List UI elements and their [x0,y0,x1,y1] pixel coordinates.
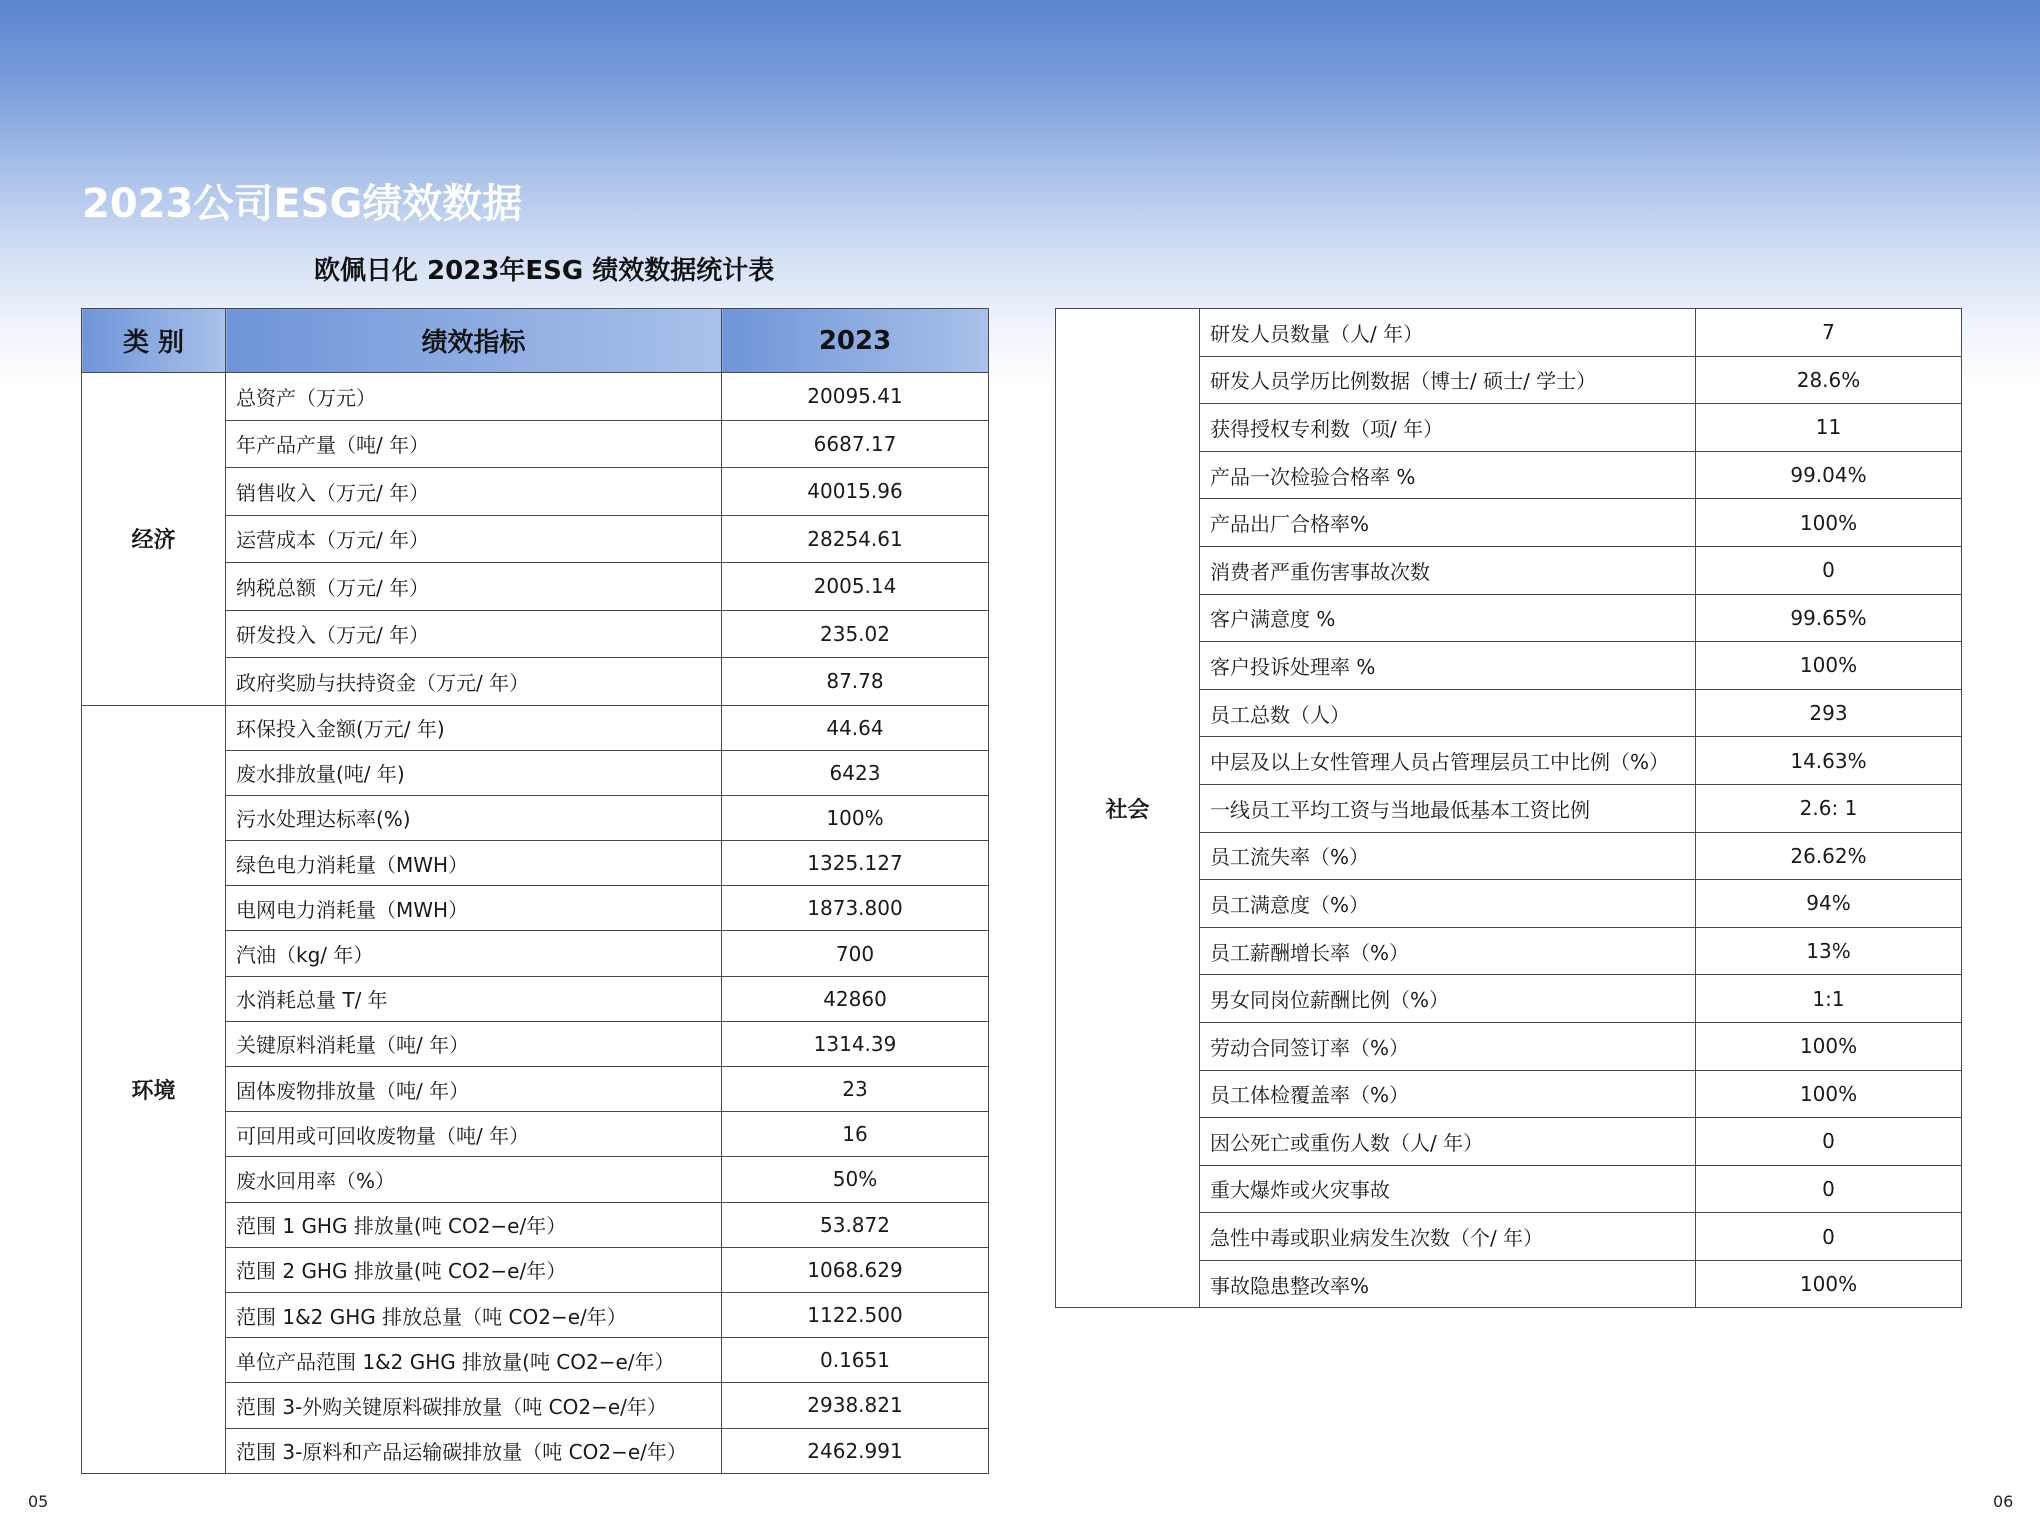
indicator-cell: 范围 3-外购关键原料碳排放量（吨 CO2−e/年） [226,1383,722,1428]
indicator-cell: 总资产（万元） [226,373,722,421]
value-cell: 2938.821 [722,1383,989,1428]
value-cell: 0 [1696,1213,1962,1261]
value-cell: 42860 [722,976,989,1021]
indicator-cell: 消费者严重伤害事故次数 [1200,546,1696,594]
indicator-cell: 范围 3-原料和产品运输碳排放量（吨 CO2−e/年） [226,1428,722,1473]
value-cell: 40015.96 [722,468,989,516]
indicator-cell: 废水排放量(吨/ 年) [226,750,722,795]
value-cell: 87.78 [722,658,989,706]
value-cell: 1122.500 [722,1292,989,1337]
indicator-cell: 绿色电力消耗量（MWH） [226,841,722,886]
indicator-cell: 固体废物排放量（吨/ 年） [226,1067,722,1112]
indicator-cell: 范围 2 GHG 排放量(吨 CO2−e/年） [226,1247,722,1292]
value-cell: 293 [1696,689,1962,737]
value-cell: 2005.14 [722,563,989,611]
value-cell: 0 [1696,546,1962,594]
value-cell: 6423 [722,750,989,795]
indicator-cell: 劳动合同签订率（%） [1200,1022,1696,1070]
value-cell: 0 [1696,1165,1962,1213]
indicator-cell: 废水回用率（%） [226,1157,722,1202]
table-row [82,705,989,750]
indicator-cell: 运营成本（万元/ 年） [226,515,722,563]
category-cell-environment: 环境 [82,705,226,1473]
header-indicator: 绩效指标 [226,309,722,373]
page-number-left: 05 [28,1492,49,1511]
indicator-cell: 一线员工平均工资与当地最低基本工资比例 [1200,784,1696,832]
indicator-cell: 研发投入（万元/ 年） [226,610,722,658]
indicator-cell: 员工体检覆盖率（%） [1200,1070,1696,1118]
value-cell: 0 [1696,1118,1962,1166]
indicator-cell: 中层及以上女性管理人员占管理层员工中比例（%） [1200,737,1696,785]
indicator-cell: 单位产品范围 1&2 GHG 排放量(吨 CO2−e/年） [226,1338,722,1383]
table-row [1056,309,1962,357]
value-cell: 7 [1696,309,1962,357]
value-cell: 100% [1696,1260,1962,1308]
indicator-cell: 销售收入（万元/ 年） [226,468,722,516]
value-cell: 100% [1696,499,1962,547]
value-cell: 100% [1696,1070,1962,1118]
indicator-cell: 因公死亡或重伤人数（人/ 年） [1200,1118,1696,1166]
value-cell: 6687.17 [722,420,989,468]
header-year: 2023 [722,309,989,373]
indicator-cell: 男女同岗位薪酬比例（%） [1200,975,1696,1023]
value-cell: 0.1651 [722,1338,989,1383]
value-cell: 28.6% [1696,356,1962,404]
indicator-cell: 汽油（kg/ 年） [226,931,722,976]
value-cell: 1873.800 [722,886,989,931]
indicator-cell: 员工总数（人） [1200,689,1696,737]
value-cell: 99.65% [1696,594,1962,642]
right-table-body [1056,309,1962,1308]
value-cell: 26.62% [1696,832,1962,880]
value-cell: 1:1 [1696,975,1962,1023]
value-cell: 16 [722,1112,989,1157]
value-cell: 99.04% [1696,451,1962,499]
indicator-cell: 关键原料消耗量（吨/ 年） [226,1021,722,1066]
indicator-cell: 政府奖励与扶持资金（万元/ 年） [226,658,722,706]
indicator-cell: 员工流失率（%） [1200,832,1696,880]
category-cell-social: 社会 [1056,309,1200,1308]
value-cell: 13% [1696,927,1962,975]
category-cell-economy: 经济 [82,373,226,706]
value-cell: 14.63% [1696,737,1962,785]
indicator-cell: 客户投诉处理率 % [1200,642,1696,690]
value-cell: 700 [722,931,989,976]
value-cell: 94% [1696,880,1962,928]
value-cell: 100% [722,795,989,840]
indicator-cell: 污水处理达标率(%) [226,795,722,840]
left-table-body [82,373,989,1474]
indicator-cell: 范围 1 GHG 排放量(吨 CO2−e/年） [226,1202,722,1247]
value-cell: 28254.61 [722,515,989,563]
indicator-cell: 产品出厂合格率% [1200,499,1696,547]
indicator-cell: 事故隐患整改率% [1200,1260,1696,1308]
value-cell: 53.872 [722,1202,989,1247]
page-title: 2023公司ESG绩效数据 [82,181,523,227]
indicator-cell: 范围 1&2 GHG 排放总量（吨 CO2−e/年） [226,1292,722,1337]
indicator-cell: 电网电力消耗量（MWH） [226,886,722,931]
esg-table-left [81,308,989,1474]
value-cell: 1068.629 [722,1247,989,1292]
value-cell: 44.64 [722,705,989,750]
value-cell: 1325.127 [722,841,989,886]
indicator-cell: 研发人员学历比例数据（博士/ 硕士/ 学士） [1200,356,1696,404]
value-cell: 2462.991 [722,1428,989,1473]
indicator-cell: 水消耗总量 T/ 年 [226,976,722,1021]
indicator-cell: 员工满意度（%） [1200,880,1696,928]
page-number-right: 06 [1993,1492,2014,1511]
value-cell: 1314.39 [722,1021,989,1066]
value-cell: 235.02 [722,610,989,658]
indicator-cell: 产品一次检验合格率 % [1200,451,1696,499]
indicator-cell: 重大爆炸或火灾事故 [1200,1165,1696,1213]
indicator-cell: 急性中毒或职业病发生次数（个/ 年） [1200,1213,1696,1261]
value-cell: 50% [722,1157,989,1202]
table-row [82,373,989,421]
indicator-cell: 获得授权专利数（项/ 年） [1200,404,1696,452]
indicator-cell: 年产品产量（吨/ 年） [226,420,722,468]
indicator-cell: 可回用或可回收废物量（吨/ 年） [226,1112,722,1157]
indicator-cell: 研发人员数量（人/ 年） [1200,309,1696,357]
esg-table-right [1055,308,1962,1308]
value-cell: 100% [1696,642,1962,690]
header-category: 类 别 [82,309,226,373]
value-cell: 11 [1696,404,1962,452]
value-cell: 20095.41 [722,373,989,421]
value-cell: 100% [1696,1022,1962,1070]
indicator-cell: 纳税总额（万元/ 年） [226,563,722,611]
indicator-cell: 客户满意度 % [1200,594,1696,642]
value-cell: 2.6: 1 [1696,784,1962,832]
indicator-cell: 员工薪酬增长率（%） [1200,927,1696,975]
value-cell: 23 [722,1067,989,1112]
table-title: 欧佩日化 2023年ESG 绩效数据统计表 [314,256,775,286]
indicator-cell: 环保投入金额(万元/ 年) [226,705,722,750]
table-header-row [82,309,989,373]
